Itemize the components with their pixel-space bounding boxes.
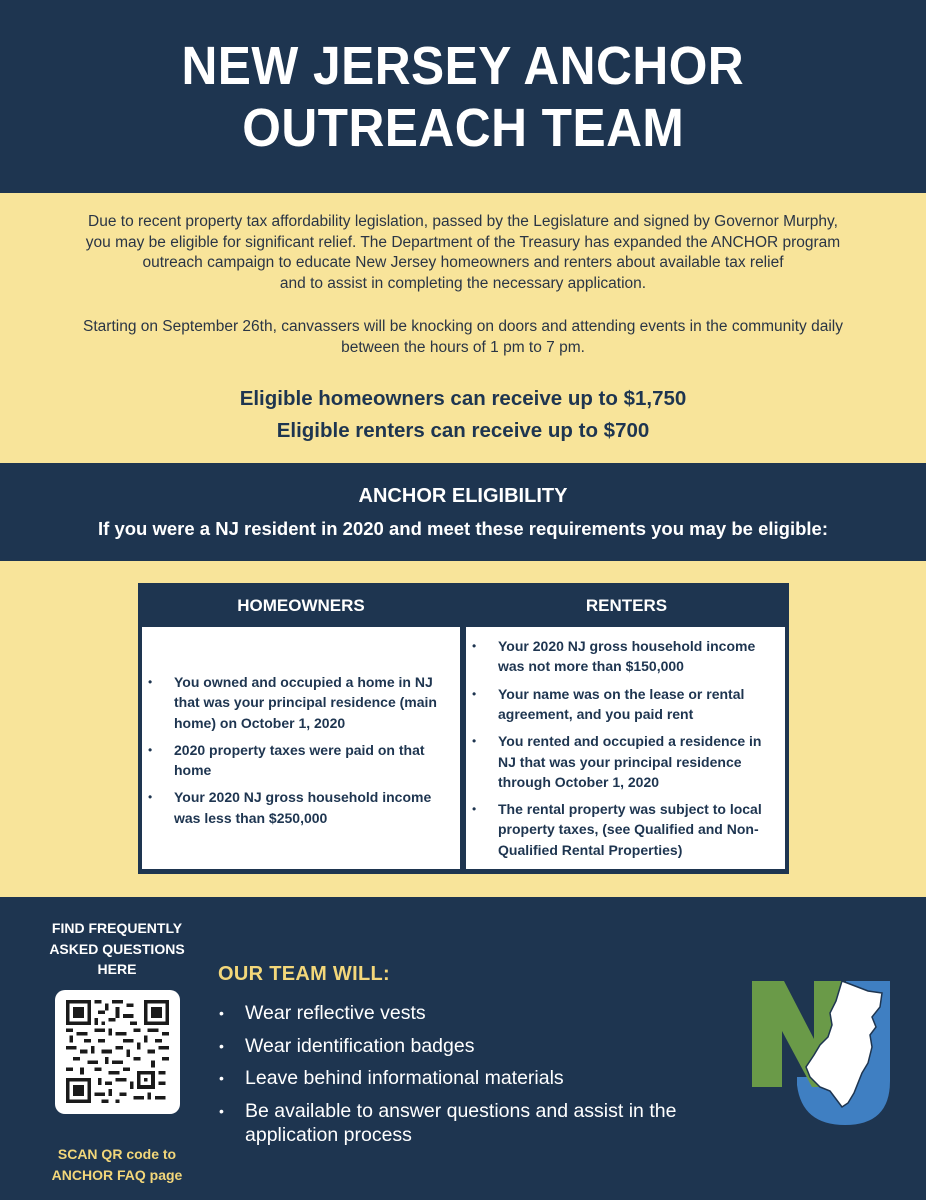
eligibility-table xyxy=(138,583,789,874)
faq-heading-line: ASKED QUESTIONS xyxy=(49,940,185,957)
list-item: • You rented and occupied a residence in NJ that was your principal residence through October 1, 2020 xyxy=(468,731,777,792)
eligibility-banner xyxy=(0,463,926,561)
eligibility-title: ANCHOR ELIGIBILITY xyxy=(358,485,568,507)
team-heading: OUR TEAM WILL: xyxy=(218,963,390,985)
renters-cell xyxy=(466,627,785,869)
qr-code-icon[interactable] xyxy=(55,990,180,1114)
list-item: • 2020 property taxes were paid on that home xyxy=(144,740,448,781)
schedule-line: Starting on September 26th, canvassers will be knocking on doors and attending events in the community daily xyxy=(83,318,843,335)
intro-line: you may be eligible for significant relief. The Department of the Treasury has expanded the ANCHOR program xyxy=(85,233,841,251)
homeowners-header: HOMEOWNERS xyxy=(237,596,365,615)
faq-heading-line: FIND FREQUENTLY xyxy=(51,920,183,936)
homeowners-cell xyxy=(142,627,460,869)
list-item: • Your 2020 NJ gross household income was not more than $150,000 xyxy=(468,636,777,677)
homeowner-amount: Eligible homeowners can receive up to $1,750 xyxy=(239,387,687,410)
scan-caption-line: ANCHOR FAQ page xyxy=(51,1166,183,1183)
renters-list xyxy=(468,636,777,860)
page-header xyxy=(0,0,926,193)
intro-line: outreach campaign to educate New Jersey homeowners and renters about available tax relief xyxy=(142,254,784,271)
schedule-line: between the hours of 1 pm to 7 pm. xyxy=(341,338,585,356)
qr-code-graphic xyxy=(66,1000,169,1103)
homeowners-list xyxy=(144,672,448,828)
page-title-line-2: OUTREACH TEAM xyxy=(241,97,685,158)
intro-paragraph xyxy=(0,212,926,294)
list-item: • Your 2020 NJ gross household income was less than $250,000 xyxy=(144,787,448,828)
list-item: • Leave behind informational materials xyxy=(218,1066,738,1090)
renter-amount: Eligible renters can receive up to $700 xyxy=(276,419,650,442)
renters-header: RENTERS xyxy=(585,596,668,615)
list-item: • Wear identification badges xyxy=(218,1034,738,1058)
list-item: • Be available to answer questions and assist in the application process xyxy=(218,1099,738,1147)
nj-state-logo-icon xyxy=(750,977,892,1127)
schedule-paragraph xyxy=(0,317,926,358)
intro-line: Due to recent property tax affordability legislation, passed by the Legislature and signed by Governor Murphy, xyxy=(88,213,838,230)
list-item: • Your name was on the lease or rental agreement, and you paid rent xyxy=(468,684,777,725)
scan-caption-line: SCAN QR code to xyxy=(57,1146,177,1162)
faq-heading-line: HERE xyxy=(97,961,137,977)
intro-section xyxy=(0,193,926,463)
eligibility-subtitle: If you were a NJ resident in 2020 and meet these requirements you may be eligible: xyxy=(98,518,828,539)
faq-heading xyxy=(30,918,204,980)
team-list xyxy=(218,1001,738,1155)
list-item: • The rental property was subject to local property taxes, (see Qualified and Non-Qualified Rental Properties) xyxy=(468,799,777,860)
footer-section xyxy=(0,897,926,1200)
relief-amounts xyxy=(0,383,926,447)
page-title-line-1: NEW JERSEY ANCHOR xyxy=(181,35,745,96)
scan-qr-caption xyxy=(30,1144,204,1185)
list-item: • Wear reflective vests xyxy=(218,1001,738,1025)
intro-line: and to assist in completing the necessary application. xyxy=(279,274,647,292)
list-item: • You owned and occupied a home in NJ that was your principal residence (main home) on October 1, 2020 xyxy=(144,672,448,733)
